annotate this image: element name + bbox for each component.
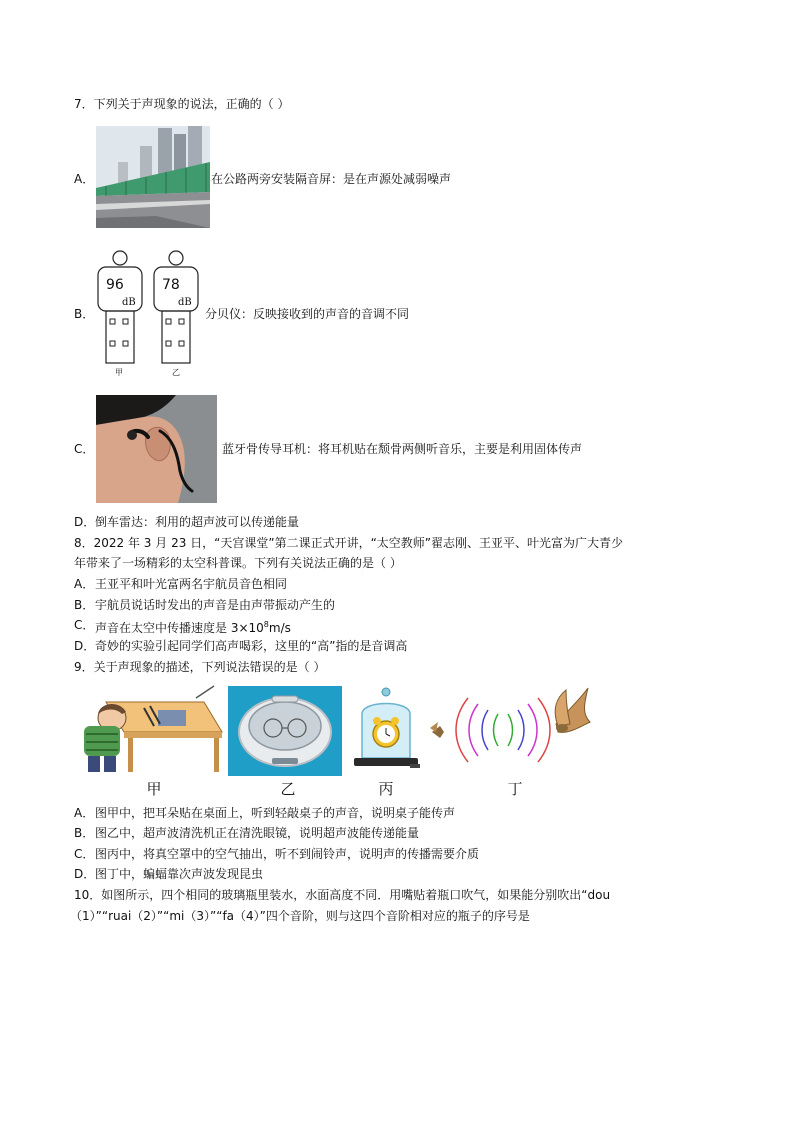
q8-option-a-letter: A． <box>74 577 95 591</box>
q8-option-c-exponent: 8 <box>263 620 269 629</box>
q8-option-c-unit: m/s <box>268 621 291 635</box>
q8-option-c-text-before: 声音在太空中传播速度是 3×10 <box>95 621 264 635</box>
q9-option-c-text: 图丙中，将真空罩中的空气抽出，听不到闹铃声，说明声的传播需要介质 <box>95 847 480 861</box>
q8-option-d-letter: D． <box>74 639 96 653</box>
q7-option-c-letter: C． <box>74 442 95 456</box>
q9-caption-yi: 乙 <box>280 780 296 798</box>
meter-yi-label: 乙 <box>172 368 180 377</box>
q7-option-b-letter: B． <box>74 307 95 321</box>
ultrasonic-cleaner-image <box>228 686 342 776</box>
q10-stem-line-1: 10．如图所示，四个相同的玻璃瓶里装水，水面高度不同．用嘴贴着瓶口吹气，如果能分别吹出“dou <box>74 888 611 902</box>
q9-option-b-text: 图乙中，超声波清洗机正在清洗眼镜，说明超声波能传递能量 <box>95 826 420 840</box>
bat-echolocation-image <box>428 684 594 776</box>
meter-jia-label: 甲 <box>115 368 123 377</box>
q9-option-a-letter: A． <box>74 806 95 820</box>
q8-stem-line-1: 8．2022 年 3 月 23 日，“天宫课堂”第二课正式开讲，“太空教师”翟志刚、王亚平、叶光富为广大青少 <box>74 536 624 550</box>
q7-option-d-letter: D． <box>74 515 96 529</box>
q9-stem: 9．关于声现象的描述，下列说法错误的是（ ） <box>74 660 326 674</box>
meter-jia-unit: dB <box>122 297 136 308</box>
q10-stem-line-2: （1）”“ruai（2）”“mi（3）”“fa（4）”四个音阶，则与这四个音阶相对应的瓶子的序号是 <box>70 909 530 923</box>
q9-option-d-letter: D． <box>74 867 96 881</box>
q9-caption-jia: 甲 <box>146 780 162 798</box>
decibel-meters-image <box>96 249 206 379</box>
q9-caption-bing: 丙 <box>378 780 394 798</box>
q8-option-d-text: 奇妙的实验引起同学们高声喝彩，这里的“高”指的是音调高 <box>95 639 408 653</box>
q7-option-c-text: 蓝牙骨传导耳机：将耳机贴在颓骨两侧听音乐，主要是利用固体传声 <box>222 442 583 456</box>
q9-option-d-text: 图丁中，蝙蝠靠次声波发现昆虫 <box>95 867 264 881</box>
q9-option-c-letter: C． <box>74 847 95 861</box>
q7-option-a-text: 在公路两旁安装隔音屏：是在声源处减弱噪声 <box>211 172 452 186</box>
q8-stem-line-2: 年带来了一场精彩的太空科普课。下列有关说法正确的是（ ） <box>74 556 402 570</box>
q8-option-b-text: 宇航员说话时发出的声音是由声带振动产生的 <box>95 598 336 612</box>
bell-jar-alarm-clock-image <box>350 686 422 776</box>
q8-option-b-letter: B． <box>74 598 95 612</box>
meter-yi-value: 78 <box>162 277 180 293</box>
meter-jia-value: 96 <box>106 277 124 293</box>
q9-option-a-text: 图甲中，把耳朵贴在桌面上，听到轻敲桌子的声音，说明桌子能传声 <box>95 806 456 820</box>
q8-option-a-text: 王亚平和叶光富两名宇航员音色相同 <box>95 577 288 591</box>
meter-yi-unit: dB <box>178 297 192 308</box>
q7-option-a-letter: A． <box>74 172 95 186</box>
bone-conduction-earphone-image <box>96 395 217 503</box>
q8-option-c-letter: C． <box>74 618 95 632</box>
q9-caption-ding: 丁 <box>507 780 523 798</box>
student-ear-on-desk-image <box>76 684 224 774</box>
highway-sound-barrier-image <box>96 126 210 228</box>
q8-option-c-text <box>95 617 291 636</box>
q9-option-b-letter: B． <box>74 826 95 840</box>
q7-stem: 7．下列关于声现象的说法，正确的（ ） <box>74 97 290 111</box>
q7-option-d-text: 倒车雷达：利用的超声波可以传递能量 <box>95 515 300 529</box>
q7-option-b-text: 分贝仪：反映接收到的声音的音调不同 <box>205 307 410 321</box>
